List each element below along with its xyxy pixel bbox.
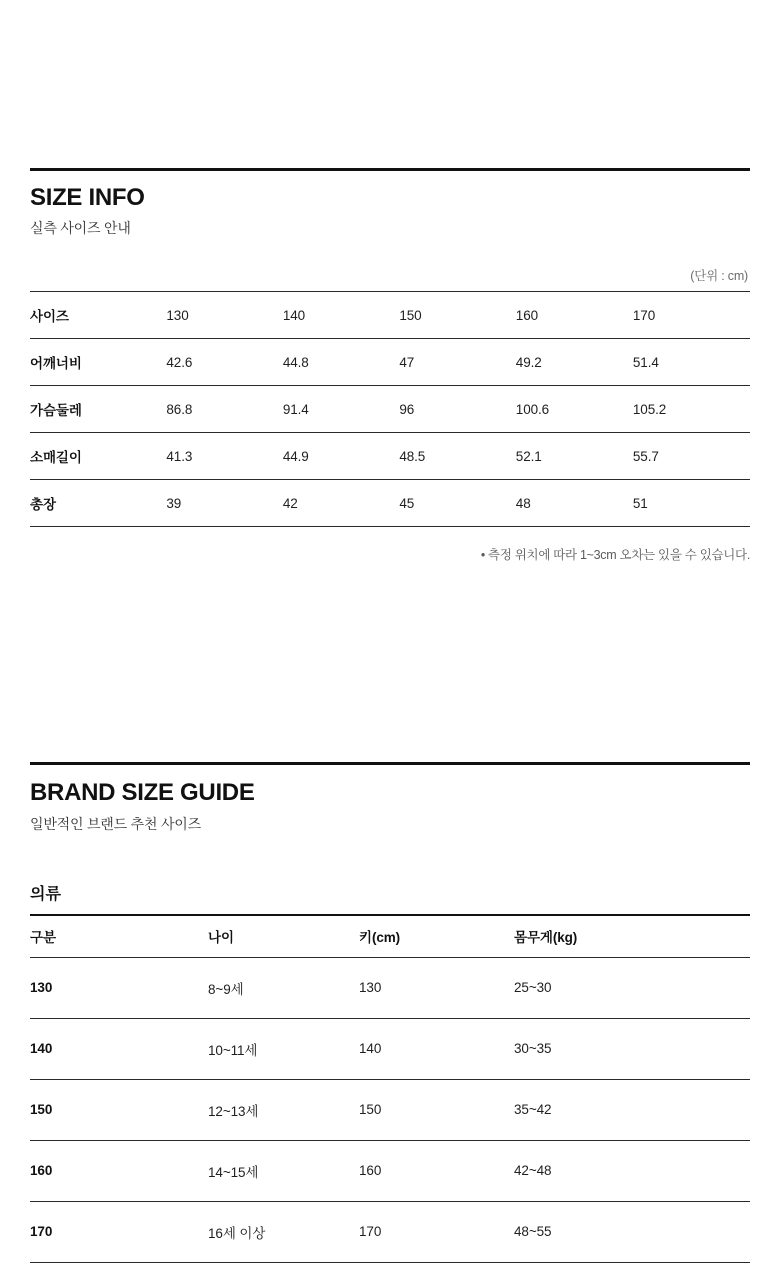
cell-age: 12~13세 xyxy=(200,1079,355,1140)
cell-shoulder-170: 51.4 xyxy=(633,339,750,386)
cell-height: 170 xyxy=(355,1201,510,1262)
cell-length-150: 45 xyxy=(399,480,515,527)
table-row xyxy=(30,1018,750,1079)
header-age: 나이 xyxy=(200,915,355,957)
cell-height: 130 xyxy=(355,957,510,1018)
cell-age: 10~11세 xyxy=(200,1018,355,1079)
table-row xyxy=(30,1079,750,1140)
row-label-size: 사이즈 xyxy=(30,292,166,339)
cell-age: 16세 이상 xyxy=(200,1201,355,1262)
category-label-apparel: 의류 xyxy=(30,886,61,903)
table-row xyxy=(30,1140,750,1201)
brand-size-guide-section xyxy=(30,762,750,1263)
table-header-row xyxy=(30,915,750,957)
brand-guide-table xyxy=(30,914,750,1263)
brand-guide-title: BRAND SIZE GUIDE xyxy=(30,779,255,806)
measurement-caution-note: • 측정 위치에 따라 1~3cm 오차는 있을 수 있습니다. xyxy=(480,548,750,563)
cell-length-160: 48 xyxy=(516,480,633,527)
unit-note: (단위 : cm) xyxy=(690,269,748,284)
cell-sleeve-130: 41.3 xyxy=(166,433,282,480)
table-row xyxy=(30,386,750,433)
row-label-length: 총장 xyxy=(30,480,166,527)
cell-shoulder-130: 42.6 xyxy=(166,339,282,386)
cell-length-140: 42 xyxy=(283,480,399,527)
cell-chest-170: 105.2 xyxy=(633,386,750,433)
header-weight: 몸무게(kg) xyxy=(510,915,750,957)
cell-sleeve-140: 44.9 xyxy=(283,433,399,480)
header-division: 구분 xyxy=(30,915,200,957)
cell-chest-140: 91.4 xyxy=(283,386,399,433)
row-label-sleeve: 소매길이 xyxy=(30,433,166,480)
row-label-chest: 가슴둘레 xyxy=(30,386,166,433)
table-row xyxy=(30,292,750,339)
cell-height: 160 xyxy=(355,1140,510,1201)
cell-age: 8~9세 xyxy=(200,957,355,1018)
size-info-subtitle: 실측 사이즈 안내 xyxy=(30,220,131,237)
cell-weight: 35~42 xyxy=(510,1079,750,1140)
cell-shoulder-160: 49.2 xyxy=(516,339,633,386)
cell-shoulder-150: 47 xyxy=(399,339,515,386)
cell-size-140: 140 xyxy=(283,292,399,339)
measurement-table xyxy=(30,291,750,527)
table-row xyxy=(30,433,750,480)
brand-guide-subtitle: 일반적인 브랜드 추천 사이즈 xyxy=(30,816,201,832)
size-info-section xyxy=(30,168,750,563)
header-height: 키(cm) xyxy=(355,915,510,957)
cell-division: 140 xyxy=(30,1018,200,1079)
cell-height: 150 xyxy=(355,1079,510,1140)
cell-size-160: 160 xyxy=(516,292,633,339)
table-row xyxy=(30,1201,750,1262)
cell-age: 14~15세 xyxy=(200,1140,355,1201)
cell-division: 150 xyxy=(30,1079,200,1140)
cell-size-150: 150 xyxy=(399,292,515,339)
size-info-title: SIZE INFO xyxy=(30,184,145,211)
cell-division: 130 xyxy=(30,957,200,1018)
cell-sleeve-150: 48.5 xyxy=(399,433,515,480)
cell-sleeve-170: 55.7 xyxy=(633,433,750,480)
table-row xyxy=(30,339,750,386)
cell-height: 140 xyxy=(355,1018,510,1079)
cell-size-130: 130 xyxy=(166,292,282,339)
section-top-divider xyxy=(30,762,750,765)
section-top-divider xyxy=(30,168,750,171)
table-row xyxy=(30,480,750,527)
cell-sleeve-160: 52.1 xyxy=(516,433,633,480)
cell-chest-150: 96 xyxy=(399,386,515,433)
cell-length-170: 51 xyxy=(633,480,750,527)
cell-division: 170 xyxy=(30,1201,200,1262)
cell-chest-160: 100.6 xyxy=(516,386,633,433)
row-label-shoulder: 어깨너비 xyxy=(30,339,166,386)
cell-chest-130: 86.8 xyxy=(166,386,282,433)
cell-shoulder-140: 44.8 xyxy=(283,339,399,386)
cell-weight: 42~48 xyxy=(510,1140,750,1201)
cell-division: 160 xyxy=(30,1140,200,1201)
cell-weight: 25~30 xyxy=(510,957,750,1018)
cell-length-130: 39 xyxy=(166,480,282,527)
cell-weight: 48~55 xyxy=(510,1201,750,1262)
cell-weight: 30~35 xyxy=(510,1018,750,1079)
cell-size-170: 170 xyxy=(633,292,750,339)
table-row xyxy=(30,957,750,1018)
